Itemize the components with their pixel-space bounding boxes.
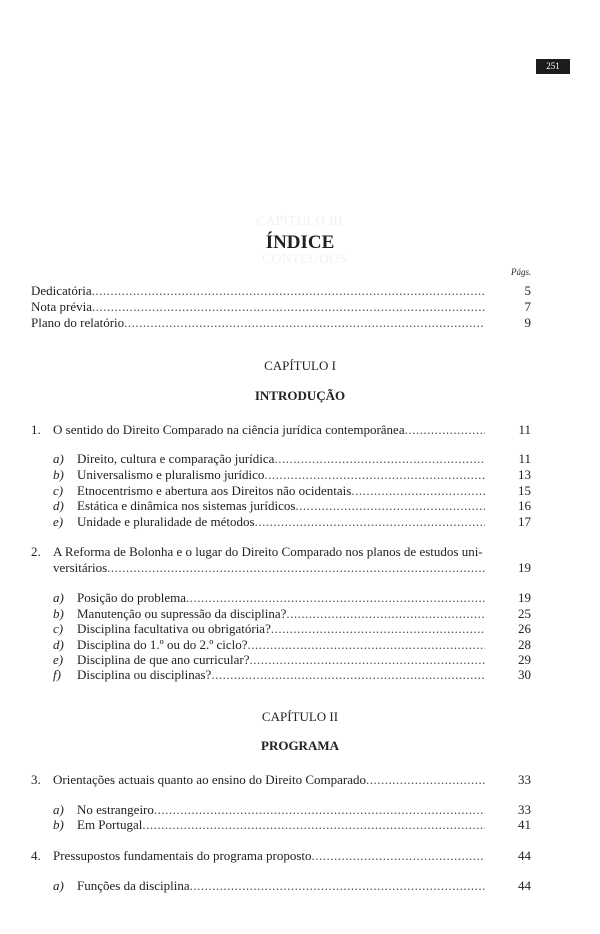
toc-subitem[interactable]: b) Universalismo e pluralismo jurídico ..... 13 bbox=[53, 466, 531, 483]
toc-subitem[interactable]: b) Em Portugal ..... 41 bbox=[53, 816, 531, 833]
toc-entry-dedicatoria[interactable]: Dedicatória ..... 5 bbox=[31, 282, 531, 299]
index-title: ÍNDICE bbox=[265, 232, 335, 253]
toc-entry-nota-previa[interactable]: Nota prévia ..... 7 bbox=[31, 298, 531, 315]
pages-column-label: Págs. bbox=[511, 267, 532, 277]
toc-section-2[interactable]: versitários ..... 19 bbox=[53, 559, 531, 576]
toc-subitem[interactable]: b) Manutenção ou supressão da disciplina? ..... 25 bbox=[53, 605, 531, 622]
toc-subitem[interactable]: a) No estrangeiro ..... 33 bbox=[53, 801, 531, 818]
page-number: 251 bbox=[536, 59, 570, 74]
toc-subitem[interactable]: a) Funções da disciplina ..... 44 bbox=[53, 877, 531, 894]
toc-subitem[interactable]: a) Direito, cultura e comparação jurídica ..... 11 bbox=[53, 450, 531, 467]
chapter-1-heading: CAPÍTULO I bbox=[264, 358, 336, 373]
toc-subitem[interactable]: f) Disciplina ou disciplinas? ..... 30 bbox=[53, 666, 531, 683]
toc-subitem[interactable]: c) Disciplina facultativa ou obrigatória? ..... 26 bbox=[53, 620, 531, 637]
toc-section-4[interactable]: 4. Pressupostos fundamentais do programa proposto ..... 44 bbox=[31, 847, 531, 864]
chapter-1-name: INTRODUÇÃO bbox=[254, 388, 346, 403]
toc-subitem[interactable]: e) Disciplina de que ano curricular? ..... 29 bbox=[53, 651, 531, 668]
chapter-2-heading: CAPÍTULO II bbox=[261, 709, 339, 724]
toc-subitem[interactable]: d) Disciplina do 1.º ou do 2.º ciclo? ..... 28 bbox=[53, 636, 531, 653]
chapter-2-name: PROGRAMA bbox=[261, 738, 339, 753]
toc-section-1[interactable]: 1. O sentido do Direito Comparado na ciência jurídica contemporânea ..... 11 bbox=[31, 421, 531, 438]
toc-section-3[interactable]: 3. Orientações actuais quanto ao ensino do Direito Comparado ..... 33 bbox=[31, 771, 531, 788]
toc-section-2-line1[interactable]: 2. A Reforma de Bolonha e o lugar do Direito Comparado nos planos de estudos uni- bbox=[31, 544, 483, 559]
show-through-text: CONTEÚDOS bbox=[262, 252, 347, 267]
toc-entry-plano[interactable]: Plano do relatório ..... 9 bbox=[31, 314, 531, 331]
toc-subitem[interactable]: c) Etnocentrismo e abertura aos Direitos não ocidentais ..... 15 bbox=[53, 482, 531, 499]
toc-subitem[interactable]: a) Posição do problema ..... 19 bbox=[53, 589, 531, 606]
toc-subitem[interactable]: e) Unidade e pluralidade de métodos ..... 17 bbox=[53, 513, 531, 530]
show-through-text: CAPÍTULO III bbox=[256, 214, 343, 229]
toc-subitem[interactable]: d) Estática e dinâmica nos sistemas jurídicos ..... 16 bbox=[53, 497, 531, 514]
